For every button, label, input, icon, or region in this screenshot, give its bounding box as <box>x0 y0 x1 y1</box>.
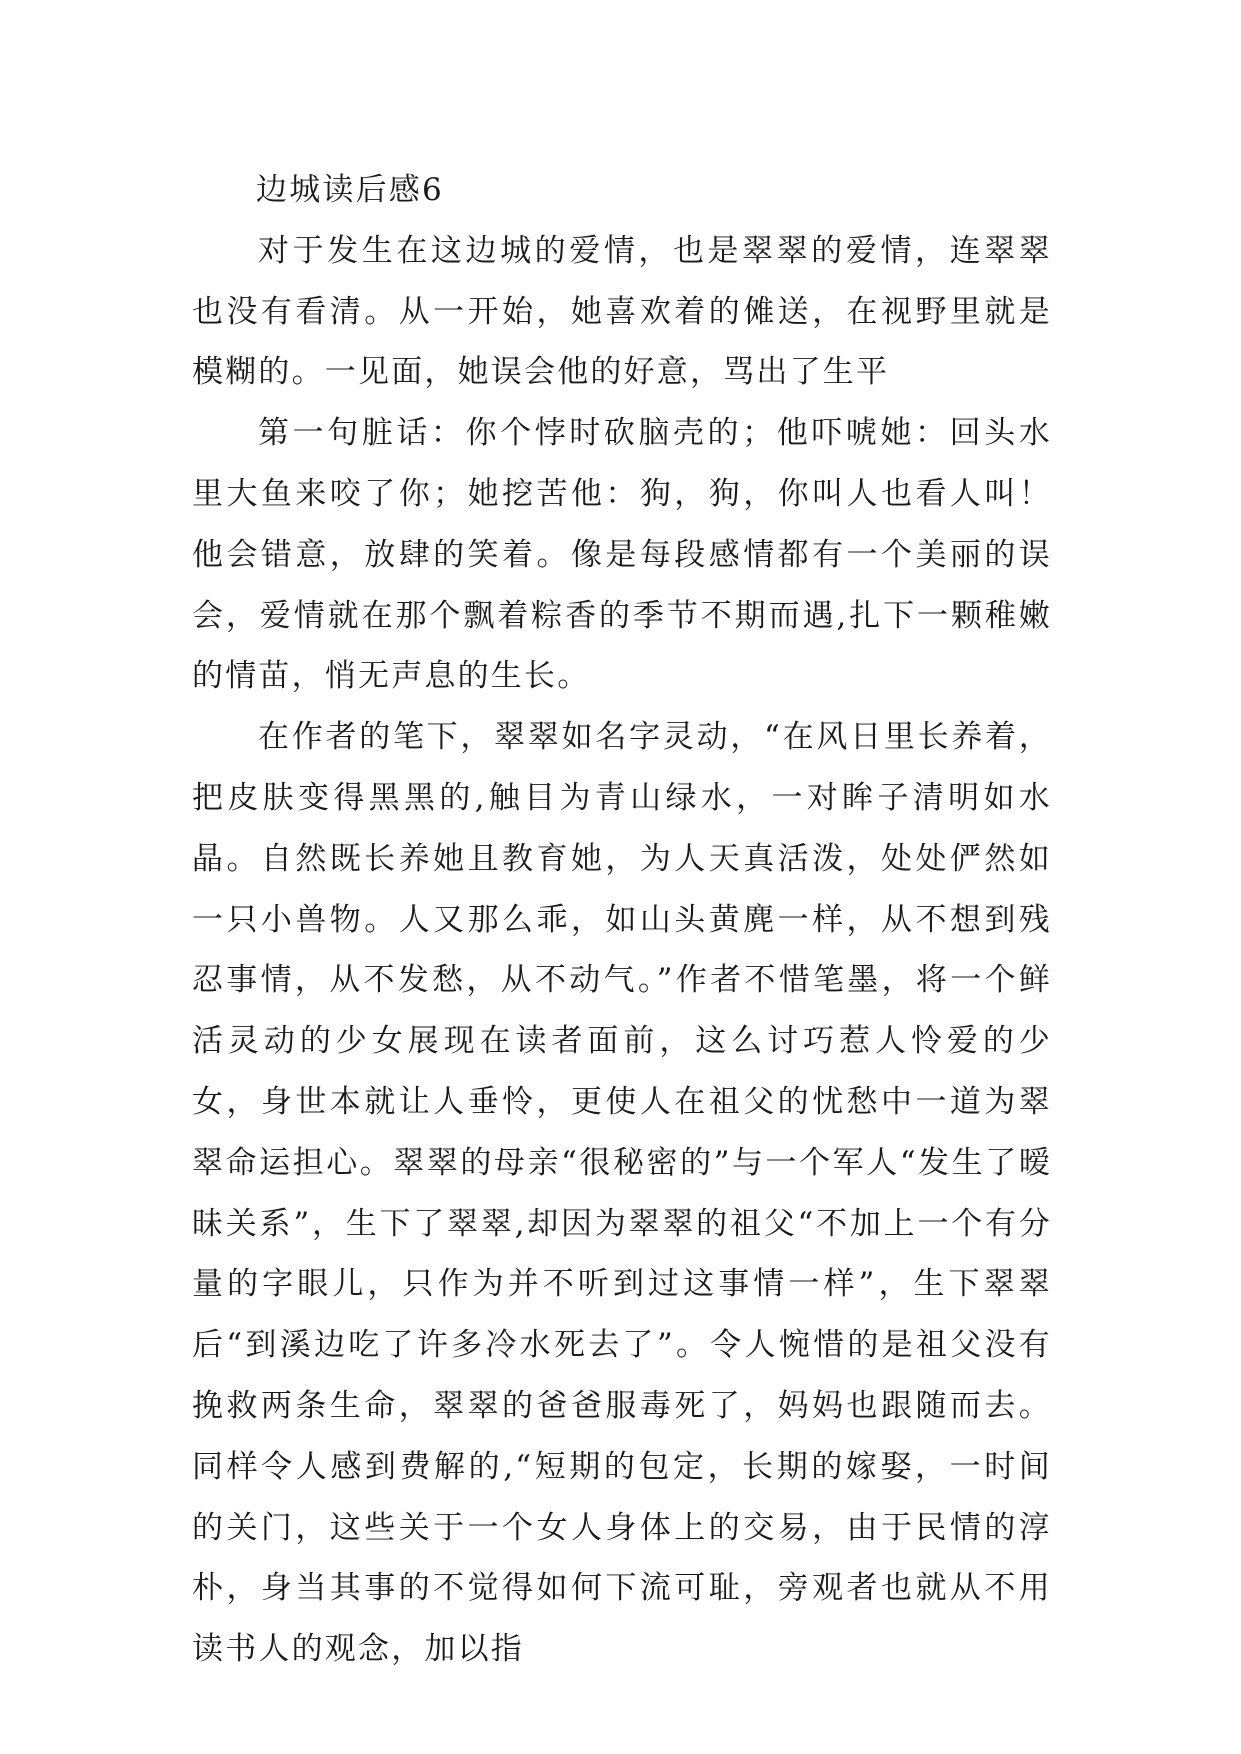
document-body <box>192 160 1052 1680</box>
paragraph-3: 在作者的笔下，翠翠如名字灵动，“在风日里长养着，把皮肤变得黑黑的,触目为青山绿水，一对眸子清明如水晶。自然既长养她且教育她，为人天真活泼，处处俨然如一只小兽物。人又那么乖，如山头黄麂一样，从不想到残忍事情，从不发愁，从不动气。”作者不惜笔墨，将一个鲜活灵动的少女展现在读者面前，这么讨巧惹人怜爱的少女，身世本就让人垂怜，更使人在祖父的忧愁中一道为翠翠命运担心。翠翠的母亲“很秘密的”与一个军人“发生了暧昧关系”，生下了翠翠,却因为翠翠的祖父“不加上一个有分量的字眼儿，只作为并不听到过这事情一样”，生下翠翠后“到溪边吃了许多冷水死去了”。令人惋惜的是祖父没有挽救两条生命，翠翠的爸爸服毒死了，妈妈也跟随而去。同样令人感到费解的,“短期的包定，长期的嫁娶，一时间的关门，这些关于一个女人身体上的交易，由于民情的淳朴，身当其事的不觉得如何下流可耻，旁观者也就从不用读书人的观念，加以指 <box>192 719 1052 1668</box>
document-title: 边城读后感6 <box>256 172 444 208</box>
paragraph-2: 第一句脏话：你个悖时砍脑壳的；他吓唬她：回头水里大鱼来咬了你；她挖苦他：狗，狗，你叫人也看人叫！他会错意，放肆的笑着。像是每段感情都有一个美丽的误会，爱情就在那个飘着粽香的季节不期而遇,扎下一颗稚嫩的情苗，悄无声息的生长。 <box>192 415 1052 695</box>
paragraph-1: 对于发生在这边城的爱情，也是翠翠的爱情，连翠翠也没有看清。从一开始，她喜欢着的傩送，在视野里就是模糊的。一见面，她误会他的好意，骂出了生平 <box>192 232 1052 391</box>
